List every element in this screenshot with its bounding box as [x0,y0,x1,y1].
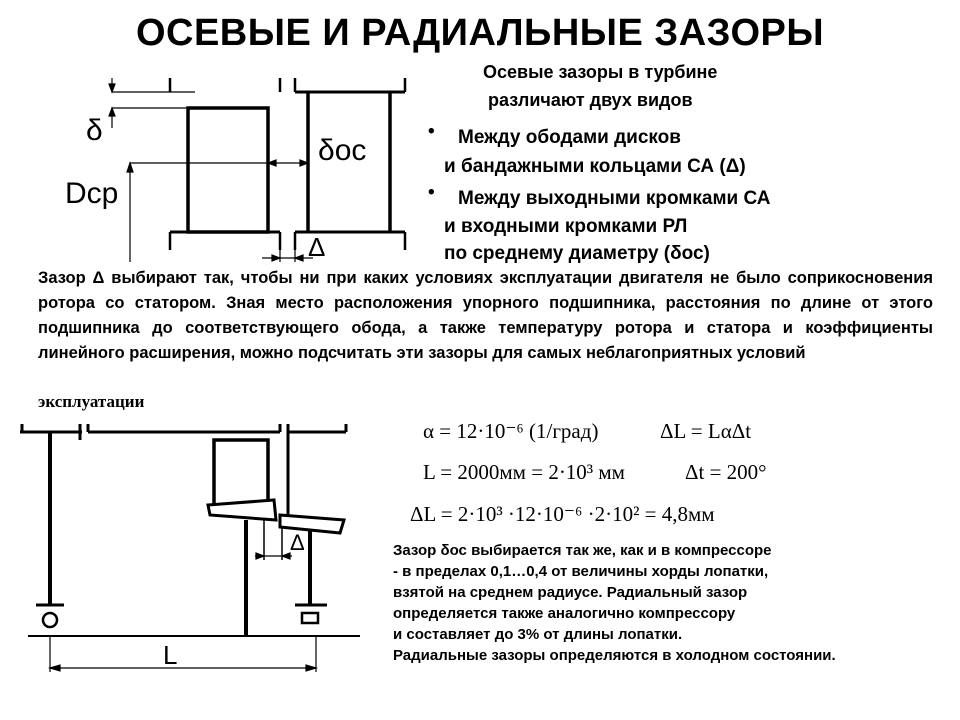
bullet-2-line-2: и входными кромками РЛ [444,216,688,237]
clearance-paragraph-end: эксплуатации [38,392,145,411]
bullet-dot-1: • [428,121,435,142]
bullet-2-line-1: Между выходными кромками СА [458,188,771,209]
length-label: L [163,640,178,670]
bullet-2-line-3: по среднему диаметру (δос) [444,243,710,264]
formula-alpha: α = 12·10⁻⁶ (1/град) [423,419,599,443]
radial-gap-note [393,540,958,666]
nozzle-vane [214,440,268,505]
intro-line-1: Осевые зазоры в турбине [483,62,718,82]
note-line-5: и составляет до 3% от длины лопатки. [393,626,683,643]
intro-line-2: различают двух видов [488,90,693,110]
blade-left [188,108,268,232]
dcp-label: Dср [65,177,119,210]
note-line-2: - в пределах 0,1…0,4 от величины хорды лопатки, [393,563,769,580]
formula-length: L = 2000мм = 2·10³ мм [423,460,625,484]
delta-small-label: δ [86,114,103,147]
bullet-dot-2: • [428,182,435,203]
bullet-1-line-2: и бандажными кольцами СА (Δ) [444,156,746,177]
page-title: ОСЕВЫЕ И РАДИАЛЬНЫЕ ЗАЗОРЫ [135,12,825,54]
formula-delta-l-def: ΔL = LαΔt [660,419,752,443]
formula-delta-t: Δt = 200° [685,460,767,484]
bullet-1-line-1: Между ободами дисков [458,127,681,148]
clearance-paragraph: Зазор Δ выбирают так, чтобы ни при каких условиях эксплуатации двигателя не было соприкосновения ротора со статором. Зная место расположения упорного подшипника, расстояния по длине от этого подшипника до соответствующего обода, а также температуру ротора и статора и коэффициенты линейного расширения, можно подсчитать эти зазоры для самых неблагоприятных условий [38,269,933,362]
note-line-4: определяется также аналогично компрессору [393,605,736,622]
note-line-1: Зазор δос выбирается так же, как и в компрессоре [393,542,772,559]
big-delta-label: Δ [308,232,326,262]
note-line-6: Радиальные зазоры определяются в холодном состоянии. [393,647,836,664]
doc-label: δос [318,134,367,167]
bottom-delta-label: Δ [290,530,305,555]
formula-delta-l-result: ΔL = 2·10³ ·12·10⁻⁶ ·2·10² = 4,8мм [410,502,715,526]
note-line-3: взятой на среднем радиусе. Радиальный зазор [393,584,748,601]
